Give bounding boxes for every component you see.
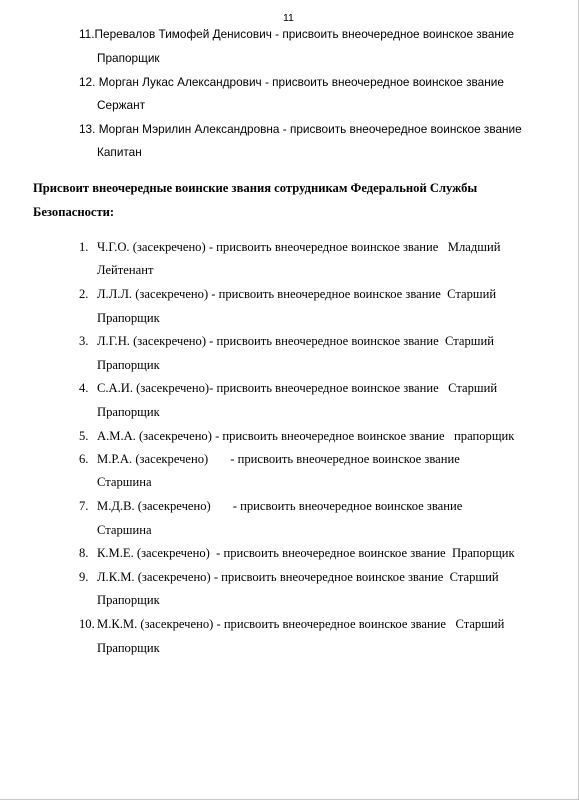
list-item xyxy=(79,124,522,136)
list-item xyxy=(79,547,515,560)
list-item xyxy=(79,430,514,443)
list-item-number: 8. xyxy=(79,546,89,560)
list-item-continuation: Старшина xyxy=(97,523,152,537)
list-item-number: 10. xyxy=(79,617,95,631)
list-item-text: Л.К.М. (засекречено) - присвоить внеочередное воинское звание Старший xyxy=(97,570,499,584)
list-item-number: 5. xyxy=(79,429,89,443)
list-item xyxy=(79,500,462,513)
list-item-text: Л.Г.Н. (засекречено) - присвоить внеочередное воинское звание Старший xyxy=(97,334,494,348)
list-item-number: 13. xyxy=(79,122,96,136)
list-item-text: Морган Мэрилин Александровна - присвоить внеочередное воинское звание xyxy=(98,122,522,136)
list-item-text: А.М.А. (засекречено) - присвоить внеочередное воинское звание прапорщик xyxy=(97,429,515,443)
list-item-text: С.А.И. (засекречено)- присвоить внеочередное воинское звание Старший xyxy=(97,381,498,395)
list-item-number: 6. xyxy=(79,452,89,466)
list-item-number: 1. xyxy=(79,240,89,254)
list-item-number: 4. xyxy=(79,381,89,395)
list-item-text: Л.Л.Л. (засекречено) - присвоить внеочередное воинское звание Старший xyxy=(97,287,497,301)
section-heading-line-2: Безопасности: xyxy=(33,205,115,219)
list-item-rank: Капитан xyxy=(97,145,142,159)
list-item-number: 9. xyxy=(79,570,89,584)
list-item-number: 12. xyxy=(79,75,96,89)
list-item-rank: Прапорщик xyxy=(97,51,160,65)
list-item xyxy=(79,288,496,301)
list-item xyxy=(79,241,500,254)
list-item-number: 2. xyxy=(79,287,89,301)
list-item-text: М.Р.А. (засекречено) - присвоить внеочередное воинское звание xyxy=(97,452,460,466)
list-item xyxy=(79,571,499,584)
list-item-continuation: Прапорщик xyxy=(97,358,160,372)
list-item xyxy=(79,77,504,89)
page-number: 11 xyxy=(283,12,294,24)
list-item-rank: Сержант xyxy=(97,98,146,112)
list-item-text: К.М.Е. (засекречено) - присвоить внеочередное воинское звание Прапорщик xyxy=(97,546,515,560)
list-item xyxy=(79,335,494,348)
list-item-text: Ч.Г.О. (засекречено) - присвоить внеочередное воинское звание Младший xyxy=(97,240,501,254)
list-item-continuation: Лейтенант xyxy=(97,263,154,277)
list-item-text: М.Д.В. (засекречено) - присвоить внеочередное воинское звание xyxy=(97,499,463,513)
section-heading-line-1: Присвоит внеочередные воинские звания сотрудникам Федеральной Службы xyxy=(33,181,478,195)
list-item xyxy=(79,453,460,466)
list-item-continuation: Прапорщик xyxy=(97,311,160,325)
list-item-continuation: Прапорщик xyxy=(97,593,160,607)
list-item-continuation: Прапорщик xyxy=(97,405,160,419)
list-item-continuation: Старшина xyxy=(97,475,152,489)
list-item-number: 11. xyxy=(79,27,95,41)
list-item xyxy=(79,29,514,41)
list-item-continuation: Прапорщик xyxy=(97,641,160,655)
list-item xyxy=(79,382,497,395)
list-item-number: 7. xyxy=(79,499,89,513)
list-item-text: М.К.М. (засекречено) - присвоить внеочередное воинское звание Старший xyxy=(97,617,505,631)
list-item-text: Морган Лукас Александрович - присвоить внеочередное воинское звание xyxy=(98,75,504,89)
list-item xyxy=(79,618,504,631)
list-item-number: 3. xyxy=(79,334,89,348)
list-item-text: Перевалов Тимофей Денисович - присвоить внеочередное воинское звание xyxy=(94,27,515,41)
